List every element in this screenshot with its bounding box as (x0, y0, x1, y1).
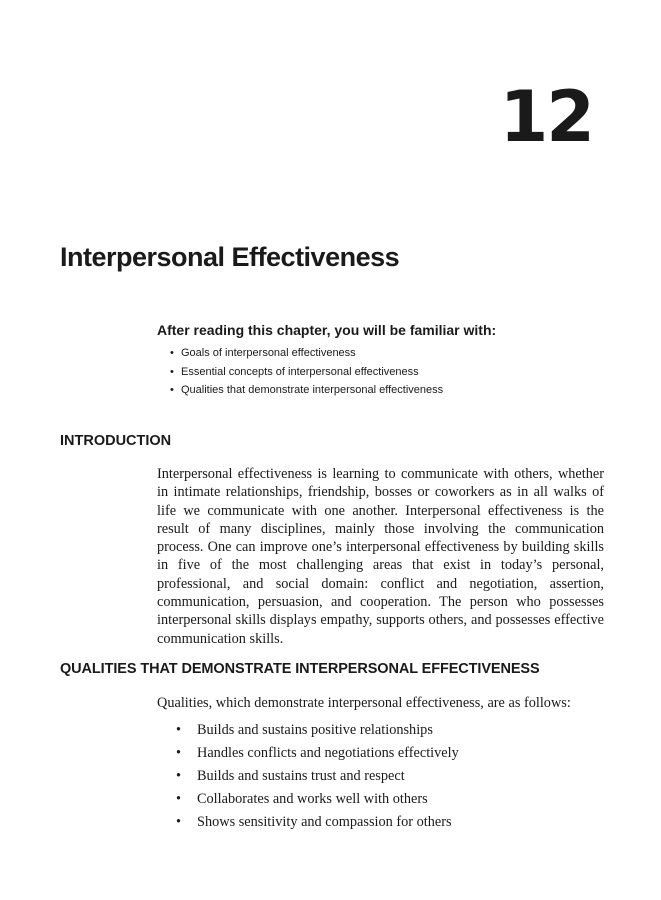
objective-item (170, 381, 617, 400)
chapter-title: Interpersonal Effectiveness (60, 242, 400, 272)
learning-objectives (157, 321, 617, 400)
quality-item (157, 811, 459, 834)
objective-item (170, 344, 617, 363)
objectives-heading: After reading this chapter, you will be familiar with: (157, 322, 497, 338)
introduction-paragraph: Interpersonal effectiveness is learning to communicate with others, whether in intimate relationships, friendship, bosses or coworkers as in all walks of life we communicate with one another. Interpersonal effectiveness is the result of many disciplines, mainly those involving the communication process. One can improve one’s interpersonal effectiveness by building skills in five of the most challenging areas that exist in today’s personal, professional, and social domain: conflict and negotiation, assertion, communication, persuasion, and cooperation. The person who possesses interpersonal skills displays empathy, supports others, and possesses effective communication skills. (157, 466, 604, 647)
qualities-intro: Qualities, which demonstrate interpersonal effectiveness, are as follows: (157, 695, 571, 711)
bullet-icon: • (176, 768, 182, 784)
bullet-icon: • (176, 745, 182, 761)
bullet-icon: • (176, 722, 182, 738)
objective-text: Goals of interpersonal effectiveness (181, 347, 356, 359)
objective-text: Qualities that demonstrate interpersonal effectiveness (181, 384, 444, 396)
quality-text: Builds and sustains trust and respect (197, 768, 405, 784)
introduction-heading: INTRODUCTION (60, 433, 172, 449)
quality-item (157, 719, 459, 742)
quality-item (157, 742, 459, 765)
qualities-list (157, 719, 459, 834)
quality-text: Collaborates and works well with others (197, 791, 428, 807)
bullet-icon: • (170, 365, 174, 378)
quality-text: Builds and sustains positive relationships (197, 722, 433, 738)
bullet-icon: • (176, 791, 182, 807)
quality-item (157, 765, 459, 788)
quality-text: Handles conflicts and negotiations effectively (197, 745, 459, 761)
quality-text: Shows sensitivity and compassion for others (197, 814, 452, 830)
qualities-heading: QUALITIES THAT DEMONSTRATE INTERPERSONAL EFFECTIVENESS (60, 661, 540, 677)
chapter-number: 12 (499, 76, 593, 158)
bullet-icon: • (170, 347, 174, 359)
quality-item (157, 788, 459, 811)
bullet-icon: • (176, 814, 182, 830)
objectives-list (157, 344, 617, 400)
objective-item (170, 363, 617, 382)
objective-text: Essential concepts of interpersonal effectiveness (181, 365, 419, 378)
bullet-icon: • (170, 384, 174, 396)
